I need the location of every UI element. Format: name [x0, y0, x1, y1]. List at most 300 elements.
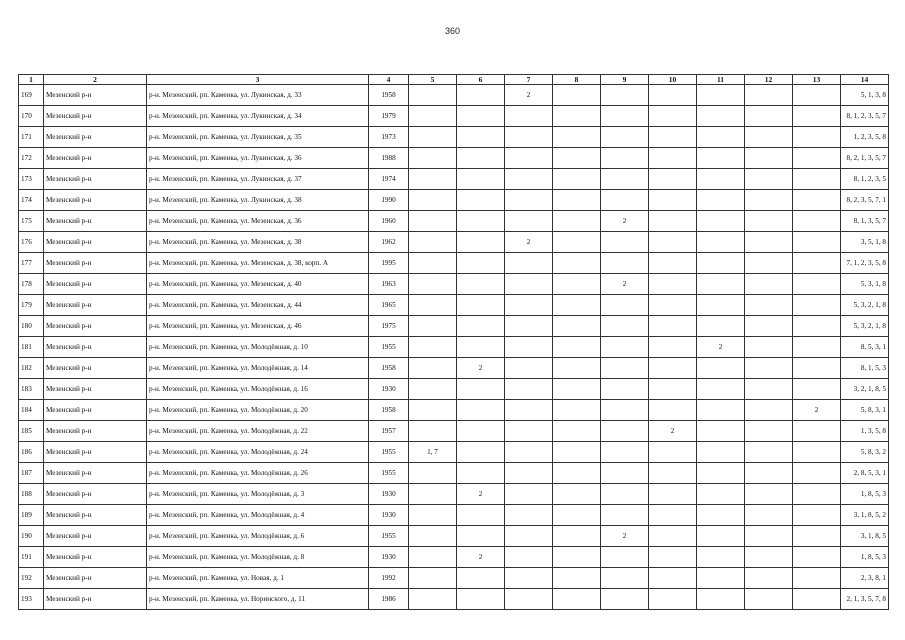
table-cell-col-13: [793, 484, 841, 505]
table-row: [19, 148, 889, 169]
table-cell-col-11: [697, 400, 745, 421]
table-cell-col-9: [601, 442, 649, 463]
column-header-14: 14: [841, 75, 889, 85]
table-cell-col-11: [697, 253, 745, 274]
table-cell-col-8: [553, 295, 601, 316]
table-cell-col-8: [553, 274, 601, 295]
table-cell-col-3: р-н. Мезенский, рп. Каменка, ул. Норинского, д. 11: [147, 589, 369, 610]
table-cell-col-7: [505, 379, 553, 400]
table-cell-col-2: Мезенский р-н: [44, 442, 147, 463]
table-cell-col-9: [601, 253, 649, 274]
table-cell-col-14: 2, 1, 3, 5, 7, 8: [841, 589, 889, 610]
table-cell-col-6: [457, 85, 505, 106]
table-cell-col-2: Мезенский р-н: [44, 568, 147, 589]
table-cell-col-13: [793, 106, 841, 127]
table-cell-col-7: [505, 106, 553, 127]
table-cell-col-11: [697, 589, 745, 610]
table-cell-col-4: 1988: [369, 148, 409, 169]
table-cell-col-13: [793, 505, 841, 526]
table-cell-col-11: [697, 547, 745, 568]
table-cell-col-13: [793, 589, 841, 610]
table-cell-col-4: 1930: [369, 484, 409, 505]
table-cell-col-1: 187: [19, 463, 44, 484]
table-cell-col-4: 1962: [369, 232, 409, 253]
table-cell-col-1: 184: [19, 400, 44, 421]
table-row: [19, 463, 889, 484]
table-cell-col-7: [505, 211, 553, 232]
table-cell-col-12: [745, 547, 793, 568]
table-cell-col-5: [409, 337, 457, 358]
column-header-6: 6: [457, 75, 505, 85]
column-header-2: 2: [44, 75, 147, 85]
table-cell-col-10: [649, 316, 697, 337]
table-cell-col-3: р-н. Мезенский, рп. Каменка, ул. Молодёжная, д. 8: [147, 547, 369, 568]
table-cell-col-11: [697, 85, 745, 106]
table-cell-col-10: [649, 232, 697, 253]
table-cell-col-6: 2: [457, 547, 505, 568]
table-cell-col-1: 180: [19, 316, 44, 337]
table-cell-col-3: р-н. Мезенский, рп. Каменка, ул. Мезенская, д. 38: [147, 232, 369, 253]
table-row: [19, 505, 889, 526]
table-row: [19, 547, 889, 568]
table-cell-col-14: 7, 1, 2, 3, 5, 8: [841, 253, 889, 274]
table-cell-col-5: [409, 85, 457, 106]
table-cell-col-2: Мезенский р-н: [44, 421, 147, 442]
table-cell-col-4: 1975: [369, 316, 409, 337]
table-cell-col-11: [697, 526, 745, 547]
table-cell-col-9: [601, 106, 649, 127]
table-cell-col-1: 185: [19, 421, 44, 442]
table-cell-col-4: 1955: [369, 442, 409, 463]
table-cell-col-14: 5, 1, 3, 8: [841, 85, 889, 106]
table-cell-col-6: [457, 379, 505, 400]
table-cell-col-14: 3, 2, 1, 8, 5: [841, 379, 889, 400]
table-cell-col-5: [409, 148, 457, 169]
table-cell-col-2: Мезенский р-н: [44, 148, 147, 169]
table-cell-col-4: 1930: [369, 505, 409, 526]
table-cell-col-1: 174: [19, 190, 44, 211]
table-cell-col-7: [505, 358, 553, 379]
table-cell-col-1: 169: [19, 85, 44, 106]
table-cell-col-11: [697, 358, 745, 379]
table-cell-col-9: [601, 316, 649, 337]
table-cell-col-12: [745, 295, 793, 316]
table-cell-col-14: 8, 2, 3, 5, 7, 1: [841, 190, 889, 211]
table-cell-col-2: Мезенский р-н: [44, 379, 147, 400]
table-cell-col-4: 1930: [369, 379, 409, 400]
table-cell-col-8: [553, 337, 601, 358]
table-cell-col-5: [409, 106, 457, 127]
table-cell-col-3: р-н. Мезенский, рп. Каменка, ул. Молодёжная, д. 16: [147, 379, 369, 400]
table-cell-col-8: [553, 379, 601, 400]
table-cell-col-5: [409, 253, 457, 274]
column-header-10: 10: [649, 75, 697, 85]
table-cell-col-14: 8, 5, 3, 1: [841, 337, 889, 358]
table-cell-col-5: [409, 358, 457, 379]
table-cell-col-1: 178: [19, 274, 44, 295]
table-row: [19, 85, 889, 106]
table-cell-col-9: 2: [601, 274, 649, 295]
table-cell-col-8: [553, 400, 601, 421]
table-cell-col-5: [409, 379, 457, 400]
table-cell-col-12: [745, 169, 793, 190]
table-cell-col-10: [649, 274, 697, 295]
table-row: [19, 127, 889, 148]
table-cell-col-4: 1965: [369, 295, 409, 316]
column-header-3: 3: [147, 75, 369, 85]
table-cell-col-3: р-н. Мезенский, рп. Каменка, ул. Молодёжная, д. 26: [147, 463, 369, 484]
table-cell-col-11: [697, 442, 745, 463]
table-cell-col-8: [553, 421, 601, 442]
table-cell-col-10: [649, 295, 697, 316]
table-cell-col-9: [601, 232, 649, 253]
table-cell-col-10: [649, 358, 697, 379]
table-cell-col-9: [601, 127, 649, 148]
table-cell-col-7: [505, 421, 553, 442]
table-cell-col-2: Мезенский р-н: [44, 589, 147, 610]
table-cell-col-5: [409, 400, 457, 421]
table-cell-col-7: 2: [505, 232, 553, 253]
table-cell-col-7: 2: [505, 85, 553, 106]
table-cell-col-2: Мезенский р-н: [44, 505, 147, 526]
table-cell-col-9: [601, 568, 649, 589]
table-cell-col-6: [457, 337, 505, 358]
table-cell-col-13: [793, 190, 841, 211]
table-cell-col-6: [457, 211, 505, 232]
table-cell-col-14: 5, 8, 3, 1: [841, 400, 889, 421]
table-cell-col-14: 1, 8, 5, 3: [841, 547, 889, 568]
table-cell-col-7: [505, 253, 553, 274]
table-cell-col-13: [793, 253, 841, 274]
table-cell-col-2: Мезенский р-н: [44, 358, 147, 379]
table-cell-col-7: [505, 316, 553, 337]
table-cell-col-14: 2, 3, 8, 1: [841, 568, 889, 589]
table-cell-col-2: Мезенский р-н: [44, 526, 147, 547]
table-cell-col-3: р-н. Мезенский, рп. Каменка, ул. Мезенская, д. 40: [147, 274, 369, 295]
table-cell-col-10: [649, 337, 697, 358]
table-cell-col-12: [745, 379, 793, 400]
table-cell-col-14: 5, 3, 2, 1, 8: [841, 316, 889, 337]
table-cell-col-11: [697, 316, 745, 337]
table-cell-col-1: 176: [19, 232, 44, 253]
column-header-8: 8: [553, 75, 601, 85]
table-cell-col-12: [745, 148, 793, 169]
table-cell-col-2: Мезенский р-н: [44, 232, 147, 253]
table-cell-col-4: 1974: [369, 169, 409, 190]
table-cell-col-8: [553, 106, 601, 127]
table-cell-col-10: [649, 442, 697, 463]
table-cell-col-14: 3, 1, 8, 5, 2: [841, 505, 889, 526]
column-header-12: 12: [745, 75, 793, 85]
table-cell-col-2: Мезенский р-н: [44, 169, 147, 190]
table-cell-col-13: [793, 337, 841, 358]
table-cell-col-8: [553, 127, 601, 148]
table-cell-col-3: р-н. Мезенский, рп. Каменка, ул. Мезенская, д. 46: [147, 316, 369, 337]
table-cell-col-8: [553, 190, 601, 211]
table-cell-col-14: 3, 1, 8, 5: [841, 526, 889, 547]
table-cell-col-10: [649, 568, 697, 589]
table-cell-col-13: [793, 85, 841, 106]
table-row: [19, 358, 889, 379]
table-cell-col-2: Мезенский р-н: [44, 274, 147, 295]
table-cell-col-4: 1979: [369, 106, 409, 127]
table-cell-col-12: [745, 463, 793, 484]
table-cell-col-8: [553, 505, 601, 526]
table-cell-col-3: р-н. Мезенский, рп. Каменка, ул. Молодёжная, д. 24: [147, 442, 369, 463]
table-cell-col-3: р-н. Мезенский, рп. Каменка, ул. Молодёжная, д. 6: [147, 526, 369, 547]
table-row: [19, 232, 889, 253]
table-row: [19, 253, 889, 274]
table-cell-col-13: [793, 463, 841, 484]
table-cell-col-3: р-н. Мезенский, рп. Каменка, ул. Молодёжная, д. 20: [147, 400, 369, 421]
table-cell-col-13: 2: [793, 400, 841, 421]
table-cell-col-3: р-н. Мезенский, рп. Каменка, ул. Лукинская, д. 34: [147, 106, 369, 127]
table-cell-col-8: [553, 484, 601, 505]
column-header-5: 5: [409, 75, 457, 85]
table-cell-col-4: 1990: [369, 190, 409, 211]
table-cell-col-10: [649, 547, 697, 568]
table-cell-col-2: Мезенский р-н: [44, 253, 147, 274]
table-row: [19, 442, 889, 463]
table-cell-col-2: Мезенский р-н: [44, 337, 147, 358]
table-cell-col-6: [457, 148, 505, 169]
table-cell-col-10: [649, 253, 697, 274]
table-cell-col-10: [649, 484, 697, 505]
table-cell-col-12: [745, 442, 793, 463]
table-cell-col-2: Мезенский р-н: [44, 547, 147, 568]
table-cell-col-12: [745, 190, 793, 211]
table-cell-col-3: р-н. Мезенский, рп. Каменка, ул. Молодёжная, д. 22: [147, 421, 369, 442]
table-cell-col-6: [457, 463, 505, 484]
table-cell-col-9: [601, 379, 649, 400]
table-row: [19, 400, 889, 421]
table-cell-col-13: [793, 295, 841, 316]
table-cell-col-4: 1995: [369, 253, 409, 274]
table-cell-col-11: [697, 211, 745, 232]
table-cell-col-8: [553, 169, 601, 190]
table-cell-col-9: [601, 463, 649, 484]
table-cell-col-9: [601, 337, 649, 358]
table-cell-col-4: 1963: [369, 274, 409, 295]
table-cell-col-12: [745, 484, 793, 505]
table-cell-col-2: Мезенский р-н: [44, 190, 147, 211]
table-cell-col-5: 1, 7: [409, 442, 457, 463]
table-cell-col-6: [457, 316, 505, 337]
table-cell-col-10: [649, 148, 697, 169]
table-cell-col-7: [505, 442, 553, 463]
table-header: [19, 75, 889, 85]
table-cell-col-1: 182: [19, 358, 44, 379]
table-cell-col-1: 175: [19, 211, 44, 232]
table-cell-col-12: [745, 211, 793, 232]
table-cell-col-2: Мезенский р-н: [44, 85, 147, 106]
table-cell-col-9: [601, 547, 649, 568]
table-cell-col-7: [505, 484, 553, 505]
table-cell-col-1: 192: [19, 568, 44, 589]
table-cell-col-11: [697, 463, 745, 484]
table-cell-col-8: [553, 358, 601, 379]
table-cell-col-13: [793, 211, 841, 232]
table-cell-col-11: [697, 169, 745, 190]
table-cell-col-11: [697, 421, 745, 442]
table-cell-col-1: 193: [19, 589, 44, 610]
table-cell-col-6: [457, 442, 505, 463]
table-cell-col-10: [649, 400, 697, 421]
table-cell-col-7: [505, 589, 553, 610]
table-cell-col-10: [649, 505, 697, 526]
table-cell-col-6: 2: [457, 484, 505, 505]
table-cell-col-1: 181: [19, 337, 44, 358]
table-cell-col-3: р-н. Мезенский, рп. Каменка, ул. Мезенская, д. 44: [147, 295, 369, 316]
table-cell-col-6: [457, 253, 505, 274]
table-cell-col-14: 1, 8, 5, 3: [841, 484, 889, 505]
table-cell-col-13: [793, 274, 841, 295]
column-header-13: 13: [793, 75, 841, 85]
table-cell-col-6: [457, 106, 505, 127]
table-cell-col-10: [649, 169, 697, 190]
housing-table: [18, 74, 889, 610]
table-cell-col-3: р-н. Мезенский, рп. Каменка, ул. Лукинская, д. 38: [147, 190, 369, 211]
column-header-9: 9: [601, 75, 649, 85]
table-cell-col-6: [457, 400, 505, 421]
table-cell-col-12: [745, 526, 793, 547]
table-cell-col-6: [457, 295, 505, 316]
table-cell-col-12: [745, 253, 793, 274]
table-cell-col-8: [553, 232, 601, 253]
table-cell-col-13: [793, 127, 841, 148]
table-cell-col-14: 3, 5, 1, 8: [841, 232, 889, 253]
table-cell-col-10: [649, 589, 697, 610]
table-cell-col-13: [793, 148, 841, 169]
table-cell-col-8: [553, 148, 601, 169]
table-row: [19, 421, 889, 442]
table-cell-col-1: 179: [19, 295, 44, 316]
table-cell-col-11: [697, 274, 745, 295]
table-cell-col-10: [649, 463, 697, 484]
table-cell-col-4: 1960: [369, 211, 409, 232]
table-cell-col-5: [409, 421, 457, 442]
table-cell-col-7: [505, 295, 553, 316]
table-row: [19, 589, 889, 610]
table-cell-col-5: [409, 547, 457, 568]
table-cell-col-12: [745, 589, 793, 610]
table-cell-col-7: [505, 127, 553, 148]
table-cell-col-7: [505, 463, 553, 484]
table-cell-col-5: [409, 526, 457, 547]
table-cell-col-13: [793, 358, 841, 379]
table-cell-col-12: [745, 421, 793, 442]
table-cell-col-2: Мезенский р-н: [44, 484, 147, 505]
table-cell-col-9: [601, 484, 649, 505]
table-cell-col-9: [601, 190, 649, 211]
table-cell-col-14: 8, 1, 2, 3, 5, 7: [841, 106, 889, 127]
table-cell-col-3: р-н. Мезенский, рп. Каменка, ул. Молодёжная, д. 4: [147, 505, 369, 526]
table-row: [19, 379, 889, 400]
table-cell-col-13: [793, 421, 841, 442]
table-cell-col-9: [601, 505, 649, 526]
table-cell-col-5: [409, 274, 457, 295]
table-cell-col-1: 183: [19, 379, 44, 400]
table-cell-col-10: 2: [649, 421, 697, 442]
column-header-7: 7: [505, 75, 553, 85]
table-cell-col-2: Мезенский р-н: [44, 106, 147, 127]
table-cell-col-3: р-н. Мезенский, рп. Каменка, ул. Новая, д. 1: [147, 568, 369, 589]
table-cell-col-3: р-н. Мезенский, рп. Каменка, ул. Мезенская, д. 36: [147, 211, 369, 232]
table-cell-col-9: [601, 421, 649, 442]
table-cell-col-4: 1955: [369, 526, 409, 547]
table-cell-col-4: 1958: [369, 358, 409, 379]
table-cell-col-7: [505, 190, 553, 211]
table-cell-col-12: [745, 127, 793, 148]
table-cell-col-2: Мезенский р-н: [44, 127, 147, 148]
table-cell-col-7: [505, 547, 553, 568]
table-cell-col-10: [649, 379, 697, 400]
table-cell-col-11: [697, 379, 745, 400]
table-cell-col-13: [793, 568, 841, 589]
table-cell-col-9: 2: [601, 211, 649, 232]
table-cell-col-1: 177: [19, 253, 44, 274]
table-cell-col-1: 191: [19, 547, 44, 568]
table-cell-col-12: [745, 505, 793, 526]
table-cell-col-6: [457, 568, 505, 589]
table-cell-col-2: Мезенский р-н: [44, 400, 147, 421]
table-cell-col-2: Мезенский р-н: [44, 316, 147, 337]
table-cell-col-4: 1930: [369, 547, 409, 568]
table-cell-col-11: [697, 127, 745, 148]
table-cell-col-14: 8, 1, 5, 3: [841, 358, 889, 379]
table-cell-col-13: [793, 169, 841, 190]
table-row: [19, 190, 889, 211]
table-cell-col-9: 2: [601, 526, 649, 547]
table-cell-col-11: [697, 484, 745, 505]
table-cell-col-6: [457, 421, 505, 442]
table-cell-col-5: [409, 211, 457, 232]
table-cell-col-12: [745, 400, 793, 421]
column-header-11: 11: [697, 75, 745, 85]
table-cell-col-11: 2: [697, 337, 745, 358]
table-cell-col-9: [601, 400, 649, 421]
table-cell-col-7: [505, 337, 553, 358]
table-cell-col-2: Мезенский р-н: [44, 211, 147, 232]
table-cell-col-12: [745, 316, 793, 337]
table-cell-col-1: 170: [19, 106, 44, 127]
table-cell-col-5: [409, 127, 457, 148]
table-cell-col-3: р-н. Мезенский, рп. Каменка, ул. Молодёжная, д. 14: [147, 358, 369, 379]
table-cell-col-5: [409, 316, 457, 337]
table-cell-col-7: [505, 169, 553, 190]
table-row: [19, 316, 889, 337]
table-cell-col-8: [553, 442, 601, 463]
table-cell-col-5: [409, 295, 457, 316]
table-cell-col-10: [649, 526, 697, 547]
table-cell-col-9: [601, 85, 649, 106]
table-cell-col-7: [505, 274, 553, 295]
table-cell-col-7: [505, 148, 553, 169]
table-cell-col-10: [649, 85, 697, 106]
table-cell-col-1: 186: [19, 442, 44, 463]
table-cell-col-14: 1, 3, 5, 8: [841, 421, 889, 442]
table-row: [19, 106, 889, 127]
table-cell-col-1: 189: [19, 505, 44, 526]
table-cell-col-8: [553, 316, 601, 337]
table-cell-col-4: 1973: [369, 127, 409, 148]
table-cell-col-11: [697, 190, 745, 211]
table-cell-col-6: [457, 127, 505, 148]
table-cell-col-11: [697, 505, 745, 526]
page-number: 360: [444, 26, 461, 36]
table-cell-col-1: 188: [19, 484, 44, 505]
table-cell-col-3: р-н. Мезенский, рп. Каменка, ул. Молодёжная, д. 10: [147, 337, 369, 358]
